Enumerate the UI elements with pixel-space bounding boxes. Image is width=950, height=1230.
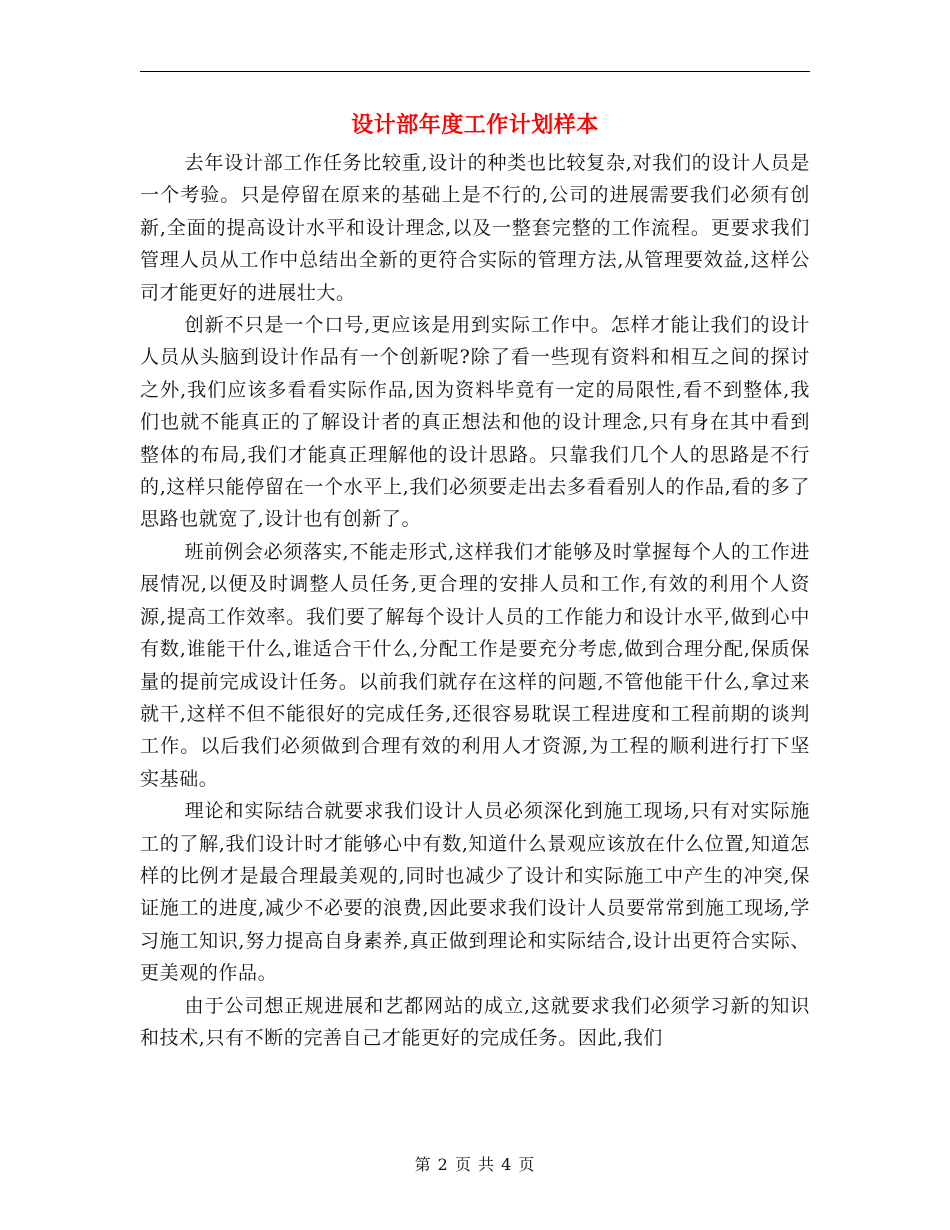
body-paragraph-1: 去年设计部工作任务比较重,设计的种类也比较复杂,对我们的设计人员是一个考验。只是停留在原来的基础上是不行的,公司的进展需要我们必须有创新,全面的提高设计水平和设计理念,以及一整套完整的工作流程。更要求我们管理人员从工作中总结出全新的更符合实际的管理方法,从管理要效益,这样公司才能更好的进展壮大。 bbox=[140, 152, 810, 304]
document-body bbox=[140, 147, 810, 1054]
body-paragraph-2: 创新不只是一个口号,更应该是用到实际工作中。怎样才能让我们的设计人员从头脑到设计作品有一个创新呢?除了看一些现有资料和相互之间的探讨之外,我们应该多看看实际作品,因为资料毕竟有一定的局限性,看不到整体,我们也就不能真正的了解设计者的真正想法和他的设计理念,只有身在其中看到整体的布局,我们才能真正理解他的设计思路。只靠我们几个人的思路是不行的,这样只能停留在一个水平上,我们必须要走出去多看看别人的作品,看的多了思路也就宽了,设计也有创新了。 bbox=[140, 314, 810, 531]
header-rule bbox=[140, 71, 810, 72]
document-title: 设计部年度工作计划样本 bbox=[351, 112, 599, 138]
page-number-footer: 第 2 页 共 4 页 bbox=[414, 1155, 536, 1174]
body-paragraph-3: 班前例会必须落实,不能走形式,这样我们才能够及时掌握每个人的工作进展情况,以便及时调整人员任务,更合理的安排人员和工作,有效的利用个人资源,提高工作效率。我们要了解每个设计人员的工作能力和设计水平,做到心中有数,谁能干什么,谁适合干什么,分配工作是要充分考虑,做到合理分配,保质保量的提前完成设计任务。以前我们就存在这样的问题,不管他能干什么,拿过来就干,这样不但不能很好的完成任务,还很容易耽误工程进度和工程前期的谈判工作。以后我们必须做到合理有效的利用人才资源,为工程的顺利进行打下坚实基础。 bbox=[140, 540, 810, 790]
body-paragraph-5: 由于公司想正规进展和艺都网站的成立,这就要求我们必须学习新的知识和技术,只有不断的完善自己才能更好的完成任务。因此,我们 bbox=[140, 994, 810, 1049]
body-paragraph-4: 理论和实际结合就要求我们设计人员必须深化到施工现场,只有对实际施工的了解,我们设计时才能够心中有数,知道什么景观应该放在什么位置,知道怎样的比例才是最合理最美观的,同时也减少了设计和实际施工中产生的冲突,保证施工的进度,减少不必要的浪费,因此要求我们设计人员要常常到施工现场,学习施工知识,努力提高自身素养,真正做到理论和实际结合,设计出更符合实际、更美观的作品。 bbox=[140, 800, 810, 985]
